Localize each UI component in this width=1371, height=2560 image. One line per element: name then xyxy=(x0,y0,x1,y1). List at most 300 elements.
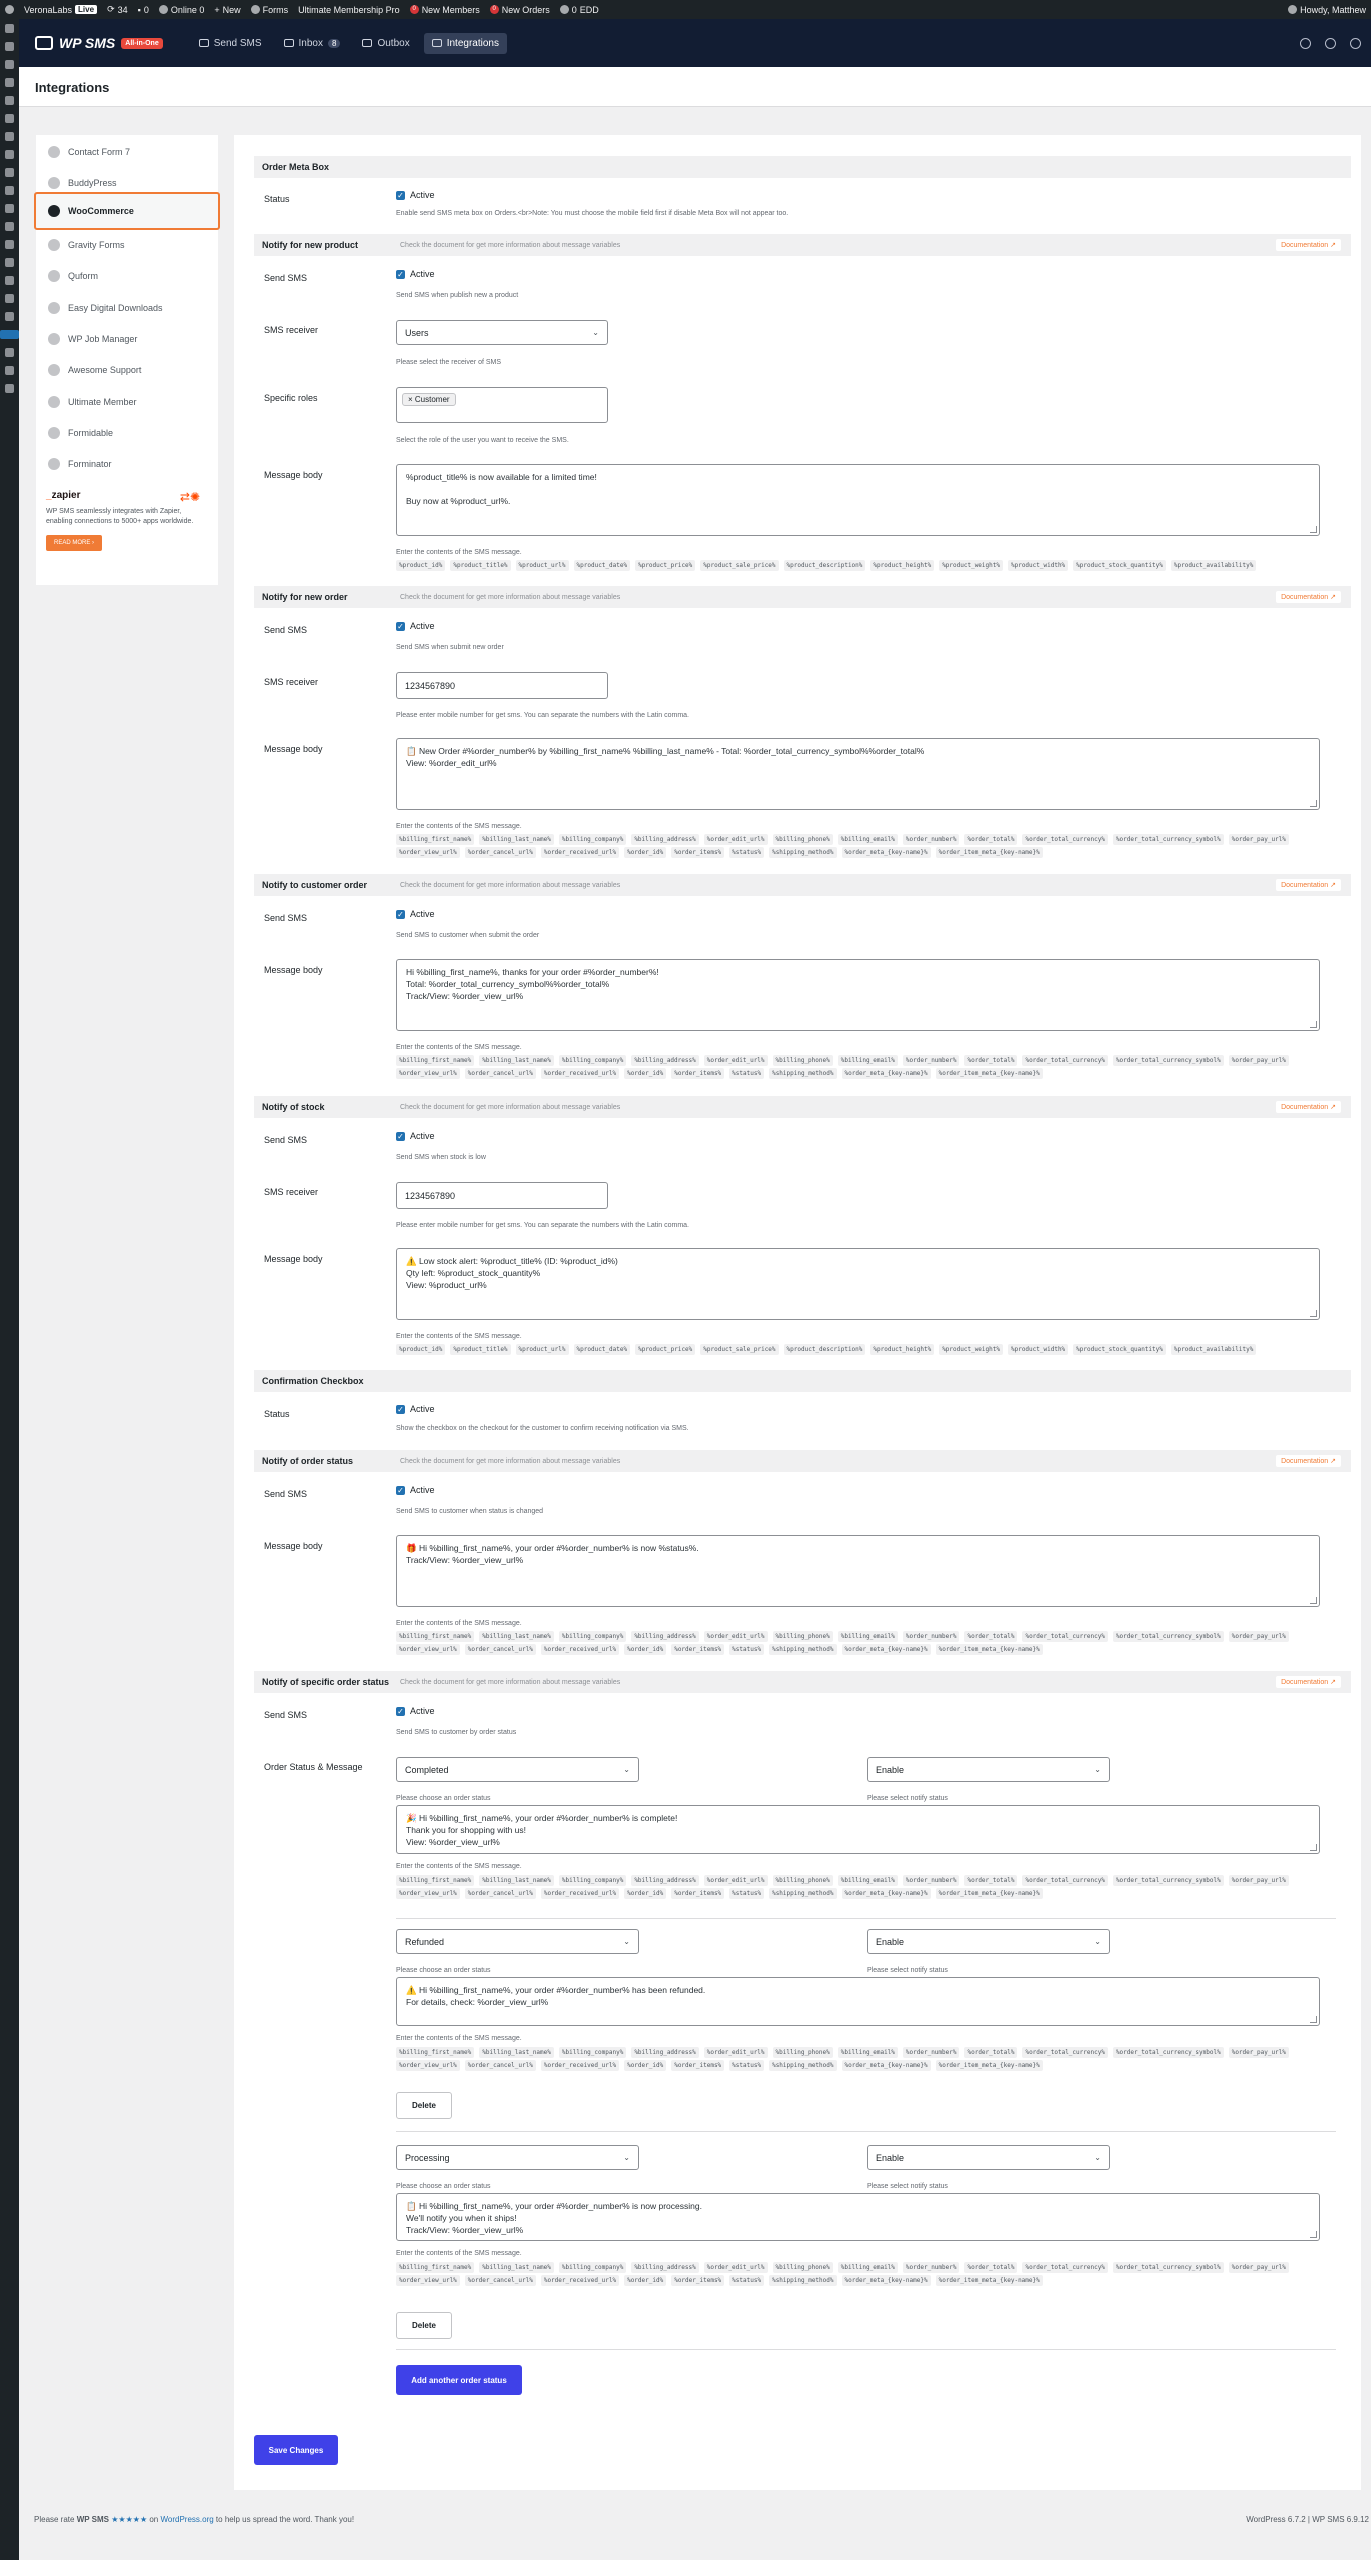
footer-rate-text: Please rate WP SMS ★★★★★ on WordPress.org to help us spread the word. Thank you! xyxy=(34,2515,355,2524)
variable-chip[interactable]: %billing_last_name% xyxy=(479,1631,554,1642)
variable-chip[interactable]: %order_total_currency% xyxy=(1022,2262,1107,2273)
ump-link[interactable]: Ultimate Membership Pro xyxy=(298,4,400,15)
variable-chip[interactable]: %billing_first_name% xyxy=(396,2047,474,2058)
variable-chip[interactable]: %product_description% xyxy=(784,560,866,571)
variable-chip[interactable]: %order_pay_url% xyxy=(1229,2047,1289,2058)
stock-receiver-input[interactable]: 1234567890 xyxy=(396,1182,608,1209)
new-content-link[interactable]: + New xyxy=(214,4,241,15)
variable-chip[interactable]: %billing_company% xyxy=(559,1875,626,1886)
variable-chip[interactable]: %order_total_currency_symbol% xyxy=(1113,1055,1224,1066)
sidebar-item-buddypress[interactable]: BuddyPress xyxy=(36,166,218,199)
nav-send-sms[interactable]: Send SMS xyxy=(191,33,270,54)
documentation-link[interactable]: Documentation ↗ xyxy=(1276,1101,1341,1113)
nav-inbox[interactable]: Inbox 8 xyxy=(276,33,349,54)
help-text: Please choose an order status xyxy=(396,1967,491,1974)
sidebar-item-wp-job-manager[interactable]: WP Job Manager xyxy=(36,322,218,355)
variable-chip[interactable]: %billing_email% xyxy=(838,2047,898,2058)
variable-chip[interactable]: %billing_address% xyxy=(631,2047,698,2058)
variable-chip[interactable]: %order_meta_{key-name}% xyxy=(842,2275,931,2286)
woocommerce-icon xyxy=(48,205,60,217)
new-members-link[interactable]: 0 New Members xyxy=(405,5,485,15)
variable-chip[interactable]: %billing_first_name% xyxy=(396,1875,474,1886)
variable-chip[interactable]: %order_total_currency_symbol% xyxy=(1113,1875,1224,1886)
variable-chip[interactable]: %billing_company% xyxy=(559,1631,626,1642)
variable-chip[interactable]: %shipping_method% xyxy=(769,847,836,858)
send-sms-label: Send SMS xyxy=(264,913,308,923)
variable-chip[interactable]: %order_total_currency_symbol% xyxy=(1113,1631,1224,1642)
woocommerce-icon[interactable] xyxy=(5,150,14,159)
variable-chip[interactable]: %order_meta_{key-name}% xyxy=(842,1644,931,1655)
variable-chip[interactable]: %order_total_currency% xyxy=(1022,1631,1107,1642)
new-orders-link[interactable]: 0 New Orders xyxy=(485,5,555,15)
variable-chip[interactable]: %product_date% xyxy=(574,1344,631,1355)
completed-message-textarea[interactable]: 🎉 Hi %billing_first_name%, your order #%order_number% is complete! Thank you for shopping with us! View: %order_view_url% xyxy=(396,1805,1320,1854)
notify-status-select[interactable]: Enable ⌄ xyxy=(867,2145,1110,2170)
message-body-label: Message body xyxy=(264,965,323,975)
admin-bar xyxy=(0,0,1371,19)
tools-icon[interactable] xyxy=(5,294,14,303)
live-badge: Live xyxy=(75,5,97,14)
sms-receiver-label: SMS receiver xyxy=(264,677,319,687)
order-status-message-label: Order Status & Message xyxy=(264,1762,363,1772)
settings-icon[interactable] xyxy=(5,312,14,321)
variable-chip[interactable]: %order_items% xyxy=(671,1068,724,1079)
variable-chip[interactable]: %billing_last_name% xyxy=(479,834,554,845)
variable-chip[interactable]: %order_view_url% xyxy=(396,2060,460,2071)
sidebar-item-woocommerce[interactable]: WooCommerce xyxy=(34,192,220,230)
products-icon[interactable] xyxy=(5,168,14,177)
help-text: Enter the contents of the SMS message. xyxy=(396,1333,522,1340)
wordpress-org-link[interactable]: WordPress.org xyxy=(160,2515,214,2524)
sidebar-item-quform[interactable]: Quform xyxy=(36,259,218,292)
variable-chip[interactable]: %product_availability% xyxy=(1171,560,1256,571)
variable-chip[interactable]: %order_edit_url% xyxy=(704,1055,768,1066)
variable-chip[interactable]: %order_item_meta_{key-name}% xyxy=(936,847,1043,858)
variable-chip[interactable]: %billing_company% xyxy=(559,834,626,845)
nav-integrations[interactable]: Integrations xyxy=(424,33,507,54)
variable-chip[interactable]: %order_received_url% xyxy=(541,2275,619,2286)
variable-chip[interactable]: %status% xyxy=(729,2275,764,2286)
variable-chip[interactable]: %billing_address% xyxy=(631,834,698,845)
variable-chip[interactable]: %order_pay_url% xyxy=(1229,1631,1289,1642)
site-name[interactable]: VeronaLabs Live xyxy=(19,5,102,15)
chevron-down-icon: ⌄ xyxy=(1094,1937,1101,1946)
wp-sms-logo[interactable]: WP SMS All-in-One xyxy=(35,35,163,51)
variable-chip[interactable]: %billing_last_name% xyxy=(479,1875,554,1886)
sidebar-item-formidable[interactable]: Formidable xyxy=(36,416,218,449)
status-label: Status xyxy=(264,194,290,204)
delete-button[interactable]: Delete xyxy=(396,2092,452,2119)
variable-chip[interactable]: %order_meta_{key-name}% xyxy=(842,2060,931,2071)
variable-chip[interactable]: %order_cancel_url% xyxy=(465,847,536,858)
variable-chip[interactable]: %order_id% xyxy=(624,2060,666,2071)
message-body-label: Message body xyxy=(264,744,323,754)
variable-chip[interactable]: %status% xyxy=(729,2060,764,2071)
variable-chip[interactable]: %order_id% xyxy=(624,2275,666,2286)
customer-order-message-textarea[interactable]: Hi %billing_first_name%, thanks for your order #%order_number%! Total: %order_total_currency_symbol%%order_total% Track/View: %order_view_url% xyxy=(396,959,1320,1031)
variable-chip[interactable]: %billing_phone% xyxy=(773,2262,833,2273)
edd-link[interactable]: 0 EDD xyxy=(555,5,604,15)
new-order-receiver-input[interactable]: 1234567890 xyxy=(396,672,608,699)
variable-chip[interactable]: %shipping_method% xyxy=(769,2060,836,2071)
help-text: Enter the contents of the SMS message. xyxy=(396,549,522,556)
variable-chip[interactable]: %order_cancel_url% xyxy=(465,1888,536,1899)
variable-chip[interactable]: %billing_last_name% xyxy=(479,1055,554,1066)
info-icon[interactable] xyxy=(1350,38,1361,49)
help-text: Send SMS to customer when submit the order xyxy=(396,932,540,939)
variable-chip[interactable]: %billing_email% xyxy=(838,1875,898,1886)
sidebar-item-contact-form-7[interactable]: Contact Form 7 xyxy=(36,135,218,168)
customer-order-active-checkbox[interactable]: ✓ Active xyxy=(397,909,435,919)
variable-chip[interactable]: %shipping_method% xyxy=(769,1068,836,1079)
order-status-active-checkbox[interactable]: ✓ Active xyxy=(397,1485,435,1495)
new-product-active-checkbox[interactable]: ✓ Active xyxy=(397,269,435,279)
variable-chip[interactable]: %billing_company% xyxy=(559,1055,626,1066)
variable-chip[interactable]: %order_item_meta_{key-name}% xyxy=(936,2275,1043,2286)
variable-chip[interactable]: %product_stock_quantity% xyxy=(1073,1344,1166,1355)
variable-chip[interactable]: %order_edit_url% xyxy=(704,2047,768,2058)
variable-chip[interactable]: %billing_phone% xyxy=(773,2047,833,2058)
inbox-icon xyxy=(284,39,294,47)
comments-icon[interactable] xyxy=(5,114,14,123)
variable-chip[interactable]: %product_stock_quantity% xyxy=(1073,560,1166,571)
footer-version: WordPress 6.7.2 | WP SMS 6.9.12 xyxy=(1246,2515,1369,2524)
variable-chip[interactable]: %billing_phone% xyxy=(773,1055,833,1066)
sidebar-item-ultimate-member[interactable]: Ultimate Member xyxy=(36,385,218,418)
variable-chip[interactable]: %order_total_currency% xyxy=(1022,2047,1107,2058)
help-text: Enter the contents of the SMS message. xyxy=(396,1863,522,1870)
sidebar-item-edd[interactable]: Easy Digital Downloads xyxy=(36,291,218,324)
variable-chip[interactable]: %product_date% xyxy=(574,560,631,571)
order-status-select[interactable]: Refunded ⌄ xyxy=(396,1929,639,1954)
variable-chip[interactable]: %order_total% xyxy=(964,2047,1017,2058)
support-icon[interactable] xyxy=(5,366,14,375)
variable-chip[interactable]: %order_meta_{key-name}% xyxy=(842,1888,931,1899)
variable-chip[interactable]: %order_view_url% xyxy=(396,1068,460,1079)
variable-chip[interactable]: %order_item_meta_{key-name}% xyxy=(936,1888,1043,1899)
variable-chip[interactable]: %billing_email% xyxy=(838,2262,898,2273)
online-link[interactable]: Online 0 xyxy=(154,5,210,15)
variable-chip[interactable]: %product_availability% xyxy=(1171,1344,1256,1355)
zapier-connect-icon: ⇄✺ xyxy=(179,490,200,504)
variable-chip[interactable]: %product_height% xyxy=(870,1344,934,1355)
variable-chip[interactable]: %order_total% xyxy=(964,1055,1017,1066)
variable-chip[interactable]: %order_id% xyxy=(624,1068,666,1079)
stock-message-textarea[interactable]: ⚠️ Low stock alert: %product_title% (ID: %product_id%) Qty left: %product_stock_quantity% View: %product_url% xyxy=(396,1248,1320,1320)
variable-chip[interactable]: %product_title% xyxy=(450,560,510,571)
new-product-message-textarea[interactable]: %product_title% is now available for a limited time! Buy now at %product_url%. xyxy=(396,464,1320,536)
documentation-link[interactable]: Documentation ↗ xyxy=(1276,879,1341,891)
send-icon xyxy=(199,39,209,47)
zapier-read-more-button[interactable]: READ MORE › xyxy=(46,535,102,551)
variable-chip[interactable]: %order_item_meta_{key-name}% xyxy=(936,1644,1043,1655)
media-icon[interactable] xyxy=(5,78,14,87)
sms-icon[interactable] xyxy=(0,330,19,339)
variable-chip[interactable]: %billing_email% xyxy=(838,1631,898,1642)
variable-chip[interactable]: %order_meta_{key-name}% xyxy=(842,847,931,858)
variable-chip[interactable]: %billing_address% xyxy=(631,2262,698,2273)
nav-outbox[interactable]: Outbox xyxy=(354,33,417,54)
variable-chip[interactable]: %order_id% xyxy=(624,847,666,858)
variable-chip[interactable]: %order_cancel_url% xyxy=(465,2275,536,2286)
variable-chip[interactable]: %order_number% xyxy=(903,1055,960,1066)
variable-chip[interactable]: %billing_address% xyxy=(631,1631,698,1642)
pin-icon[interactable] xyxy=(5,42,14,51)
variable-chip[interactable]: %billing_first_name% xyxy=(396,834,474,845)
variable-chip[interactable]: %order_edit_url% xyxy=(704,2262,768,2273)
sidebar-item-awesome-support[interactable]: Awesome Support xyxy=(36,353,218,386)
variable-chip[interactable]: %status% xyxy=(729,1888,764,1899)
variable-chip[interactable]: %product_price% xyxy=(635,560,695,571)
variable-chip[interactable]: %billing_first_name% xyxy=(396,2262,474,2273)
variable-chip[interactable]: %billing_phone% xyxy=(773,1631,833,1642)
help-text: Enter the contents of the SMS message. xyxy=(396,1620,522,1627)
formidable-icon xyxy=(48,427,60,439)
section-order-status: Notify of order status Check the document for get more information about message variables Documentation ↗ xyxy=(254,1450,1351,1472)
confirmation-active-checkbox[interactable]: ✓ Active xyxy=(397,1404,435,1414)
section-specific-status: Notify of specific order status Check the document for get more information about message variables Documentation ↗ xyxy=(254,1671,1351,1693)
forms-icon[interactable] xyxy=(5,60,14,69)
sidebar-item-forminator[interactable]: Forminator xyxy=(36,447,218,480)
pages-icon[interactable] xyxy=(5,96,14,105)
variable-chip[interactable]: %order_cancel_url% xyxy=(465,1068,536,1079)
comments-link[interactable]: ▪ 0 xyxy=(137,4,149,15)
add-order-status-button[interactable]: Add another order status xyxy=(396,2365,522,2395)
processing-message-textarea[interactable]: 📋 Hi %billing_first_name%, your order #%order_number% is now processing. We'll notify you when it ships! Track/View: %order_view_url% xyxy=(396,2193,1320,2241)
variable-chip[interactable]: %product_sale_price% xyxy=(700,1344,778,1355)
variable-chip[interactable]: %order_items% xyxy=(671,847,724,858)
variable-chip[interactable]: %order_items% xyxy=(671,2060,724,2071)
variable-chip[interactable]: %billing_first_name% xyxy=(396,1631,474,1642)
variable-chip[interactable]: %billing_company% xyxy=(559,2262,626,2273)
help-text: Enter the contents of the SMS message. xyxy=(396,1044,522,1051)
variable-chip[interactable]: %order_total_currency_symbol% xyxy=(1113,2047,1224,2058)
variable-chip[interactable]: %order_view_url% xyxy=(396,2275,460,2286)
variable-chip[interactable]: %billing_phone% xyxy=(773,834,833,845)
variable-chip[interactable]: %order_view_url% xyxy=(396,1644,460,1655)
documentation-link[interactable]: Documentation ↗ xyxy=(1276,239,1341,251)
variable-chip[interactable]: %billing_last_name% xyxy=(479,2262,554,2273)
variable-chip[interactable]: %order_id% xyxy=(624,1644,666,1655)
variable-chip[interactable]: %order_received_url% xyxy=(541,1644,619,1655)
variable-chip[interactable]: %product_weight% xyxy=(939,1344,1003,1355)
variable-chip[interactable]: %product_id% xyxy=(396,560,445,571)
chevron-down-icon: ⌄ xyxy=(592,328,599,337)
refunded-message-textarea[interactable]: ⚠️ Hi %billing_first_name%, your order #%order_number% has been refunded. For details, check: %order_view_url% xyxy=(396,1977,1320,2026)
variable-chip[interactable]: %order_pay_url% xyxy=(1229,1875,1289,1886)
order-status-select[interactable]: Completed ⌄ xyxy=(396,1757,639,1782)
cf7-icon xyxy=(48,146,60,158)
variable-chip[interactable]: %order_view_url% xyxy=(396,847,460,858)
new-order-message-textarea[interactable]: 📋 New Order #%order_number% by %billing_first_name% %billing_last_name% - Total: %order_total_currency_symbol%%order_total% View: %order_edit_url% xyxy=(396,738,1320,810)
specific-roles-label: Specific roles xyxy=(264,393,318,403)
delete-button[interactable]: Delete xyxy=(396,2312,452,2339)
help-text: Please enter mobile number for get sms. You can separate the numbers with the Latin comma. xyxy=(396,712,689,719)
meta-box-active-checkbox[interactable]: ✓ Active xyxy=(397,190,435,200)
variable-chip[interactable]: %order_received_url% xyxy=(541,847,619,858)
variable-chip[interactable]: %order_number% xyxy=(903,1631,960,1642)
variable-chip[interactable]: %product_url% xyxy=(516,1344,569,1355)
variable-chip[interactable]: %order_pay_url% xyxy=(1229,2262,1289,2273)
variable-chip[interactable]: %order_total_currency_symbol% xyxy=(1113,2262,1224,2273)
documentation-link[interactable]: Documentation ↗ xyxy=(1276,591,1341,603)
order-status-select[interactable]: Processing ⌄ xyxy=(396,2145,639,2170)
variable-chip[interactable]: %order_total_currency_symbol% xyxy=(1113,834,1224,845)
updates-link[interactable]: ⟳ 34 xyxy=(107,4,128,15)
variable-chip[interactable]: %order_received_url% xyxy=(541,1888,619,1899)
help-text: Send SMS to customer by order status xyxy=(396,1729,517,1736)
howdy-user[interactable]: Howdy, Matthew xyxy=(1283,5,1371,15)
meta-box-help: Enable send SMS meta box on Orders.<br>Note: You must choose the mobile field first if disable Meta Box will not appear too. xyxy=(396,210,789,217)
dashboard-icon[interactable] xyxy=(5,24,14,33)
documentation-link[interactable]: Documentation ↗ xyxy=(1276,1455,1341,1467)
help-text: Enter the contents of the SMS message. xyxy=(396,2035,522,2042)
variable-chip[interactable]: %order_number% xyxy=(903,834,960,845)
variable-chip[interactable]: %billing_phone% xyxy=(773,1875,833,1886)
job-manager-icon xyxy=(48,333,60,345)
send-sms-label: Send SMS xyxy=(264,625,308,635)
variable-chip[interactable]: %billing_company% xyxy=(559,2047,626,2058)
outbox-icon xyxy=(362,39,372,47)
buddypress-icon xyxy=(48,177,60,189)
variable-chip[interactable]: %billing_address% xyxy=(631,1875,698,1886)
variable-chip[interactable]: %product_description% xyxy=(784,1344,866,1355)
help-text: Select the role of the user you want to receive the SMS. xyxy=(396,437,569,444)
variable-chip[interactable]: %product_url% xyxy=(516,560,569,571)
chevron-down-icon: ⌄ xyxy=(1094,2153,1101,2162)
variable-chip[interactable]: %order_item_meta_{key-name}% xyxy=(936,2060,1043,2071)
variable-chip[interactable]: %billing_email% xyxy=(838,1055,898,1066)
variable-chip[interactable]: %product_weight% xyxy=(939,560,1003,571)
variable-chip[interactable]: %shipping_method% xyxy=(769,2275,836,2286)
variable-chip[interactable]: %order_meta_{key-name}% xyxy=(842,1068,931,1079)
variable-chip[interactable]: %order_edit_url% xyxy=(704,834,768,845)
status-label: Status xyxy=(264,1409,290,1419)
order-status-message-textarea[interactable]: 🎁 Hi %billing_first_name%, your order #%order_number% is now %status%. Track/View: %order_view_url% xyxy=(396,1535,1320,1607)
variable-chip[interactable]: %order_pay_url% xyxy=(1229,834,1289,845)
variable-chip[interactable]: %order_total% xyxy=(964,2262,1017,2273)
variable-chip[interactable]: %order_total% xyxy=(964,834,1017,845)
stock-active-checkbox[interactable]: ✓ Active xyxy=(397,1131,435,1141)
variable-chip[interactable]: %product_sale_price% xyxy=(700,560,778,571)
documentation-link[interactable]: Documentation ↗ xyxy=(1276,1676,1341,1688)
variable-chip[interactable]: %order_received_url% xyxy=(541,1068,619,1079)
awesome-support-icon xyxy=(48,364,60,376)
variable-chip[interactable]: %product_price% xyxy=(635,1344,695,1355)
variable-chip[interactable]: %status% xyxy=(729,847,764,858)
variable-chip[interactable]: %order_cancel_url% xyxy=(465,2060,536,2071)
users-icon[interactable] xyxy=(5,276,14,285)
gravity-forms-icon xyxy=(48,239,60,251)
variable-chip[interactable]: %order_item_meta_{key-name}% xyxy=(936,1068,1043,1079)
order-variables xyxy=(396,2047,1336,2071)
variable-chip[interactable]: %product_height% xyxy=(870,560,934,571)
notify-status-select[interactable]: Enable ⌄ xyxy=(867,1757,1110,1782)
variable-chip[interactable]: %product_title% xyxy=(450,1344,510,1355)
message-body-label: Message body xyxy=(264,1254,323,1264)
payments-icon[interactable] xyxy=(5,186,14,195)
variable-chip[interactable]: %status% xyxy=(729,1068,764,1079)
variable-chip[interactable]: %shipping_method% xyxy=(769,1644,836,1655)
send-sms-label: Send SMS xyxy=(264,1710,308,1720)
variable-chip[interactable]: %order_edit_url% xyxy=(704,1631,768,1642)
variable-chip[interactable]: %order_number% xyxy=(903,2262,960,2273)
wp-logo-icon[interactable] xyxy=(0,5,19,14)
forms-link[interactable]: Forms xyxy=(246,5,294,15)
variable-chip[interactable]: %billing_address% xyxy=(631,1055,698,1066)
analytics-icon[interactable] xyxy=(5,204,14,213)
variable-chip[interactable]: %order_id% xyxy=(624,1888,666,1899)
quform-icon xyxy=(48,270,60,282)
sidebar-item-gravity-forms[interactable]: Gravity Forms xyxy=(36,228,218,261)
variable-chip[interactable]: %product_width% xyxy=(1008,560,1068,571)
variable-chip[interactable]: %order_items% xyxy=(671,2275,724,2286)
variable-chip[interactable]: %billing_email% xyxy=(838,834,898,845)
variable-chip[interactable]: %order_edit_url% xyxy=(704,1875,768,1886)
section-customer-order: Notify to customer order Check the document for get more information about message variables Documentation ↗ xyxy=(254,874,1351,896)
variable-chip[interactable]: %billing_first_name% xyxy=(396,1055,474,1066)
membership-icon[interactable] xyxy=(5,132,14,141)
new-order-active-checkbox[interactable]: ✓ Active xyxy=(397,621,435,631)
product-variables xyxy=(396,1344,1336,1355)
help-text: Enter the contents of the SMS message. xyxy=(396,2250,522,2257)
specific-roles-input[interactable] xyxy=(396,387,608,423)
specific-status-active-checkbox[interactable]: ✓ Active xyxy=(397,1706,435,1716)
variable-chip[interactable]: %order_number% xyxy=(903,1875,960,1886)
notify-status-select[interactable]: Enable ⌄ xyxy=(867,1929,1110,1954)
variable-chip[interactable]: %order_view_url% xyxy=(396,1888,460,1899)
variable-chip[interactable]: %order_items% xyxy=(671,1644,724,1655)
variable-chip[interactable]: %product_id% xyxy=(396,1344,445,1355)
section-order-meta-box: Order Meta Box xyxy=(254,156,1351,178)
appearance-icon[interactable] xyxy=(5,240,14,249)
variable-chip[interactable]: %product_width% xyxy=(1008,1344,1068,1355)
chevron-down-icon: ⌄ xyxy=(623,1765,630,1774)
variable-chip[interactable]: %order_items% xyxy=(671,1888,724,1899)
variable-chip[interactable]: %order_total_currency% xyxy=(1022,1875,1107,1886)
message-body-label: Message body xyxy=(264,1541,323,1551)
rating-stars[interactable]: ★★★★★ xyxy=(111,2515,148,2524)
variable-chip[interactable]: %order_total_currency% xyxy=(1022,834,1107,845)
variable-chip[interactable]: %billing_last_name% xyxy=(479,2047,554,2058)
new-product-receiver-select[interactable]: Users ⌄ xyxy=(396,320,608,345)
save-changes-button[interactable]: Save Changes xyxy=(254,2435,338,2465)
sms-receiver-label: SMS receiver xyxy=(264,325,319,335)
section-stock: Notify of stock Check the document for get more information about message variables Documentation ↗ xyxy=(254,1096,1351,1118)
variable-chip[interactable]: %order_cancel_url% xyxy=(465,1644,536,1655)
variable-chip[interactable]: %order_total_currency% xyxy=(1022,1055,1107,1066)
collapse-icon[interactable] xyxy=(5,384,14,393)
variable-chip[interactable]: %order_total% xyxy=(964,1631,1017,1642)
role-chip[interactable]: × Customer xyxy=(402,393,456,406)
settings-gear-icon[interactable] xyxy=(1300,38,1311,49)
variable-chip[interactable]: %order_received_url% xyxy=(541,2060,619,2071)
help-text: Please select the receiver of SMS xyxy=(396,359,502,366)
plugins-icon[interactable] xyxy=(5,258,14,267)
help-text: Please choose an order status xyxy=(396,1795,491,1802)
variable-chip[interactable]: %shipping_method% xyxy=(769,1888,836,1899)
variable-chip[interactable]: %status% xyxy=(729,1644,764,1655)
help-icon[interactable] xyxy=(1325,38,1336,49)
marketing-icon[interactable] xyxy=(5,222,14,231)
wp-sms-header xyxy=(19,19,1371,67)
jobs-icon[interactable] xyxy=(5,348,14,357)
variable-chip[interactable]: %order_total% xyxy=(964,1875,1017,1886)
variable-chip[interactable]: %order_pay_url% xyxy=(1229,1055,1289,1066)
help-text: Send SMS when submit new order xyxy=(396,644,504,651)
help-text: Please select notify status xyxy=(867,2183,948,2190)
variable-chip[interactable]: %order_number% xyxy=(903,2047,960,2058)
